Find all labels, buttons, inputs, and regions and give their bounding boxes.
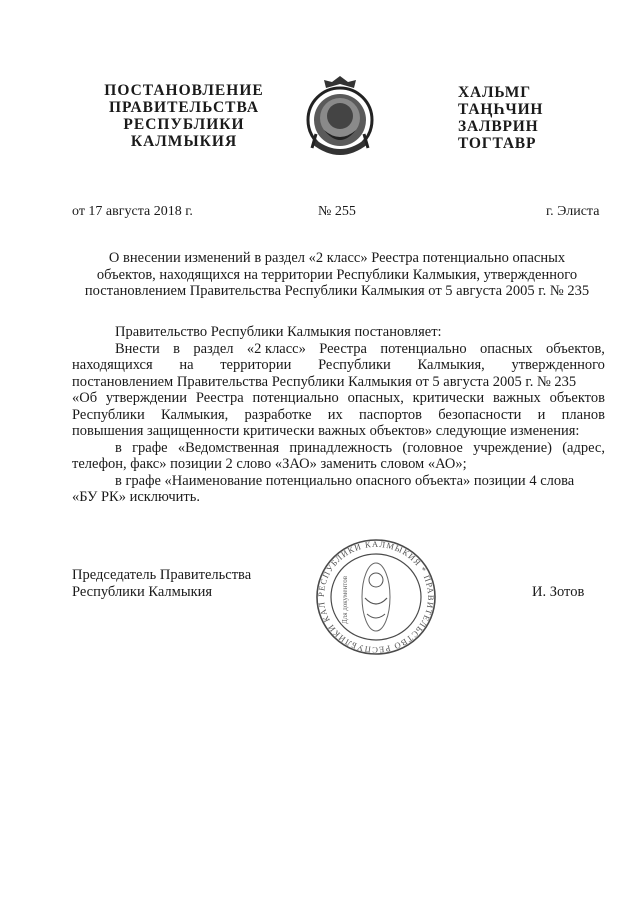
word: Республики [72,406,145,423]
stamp-ring-text: РЕСПУБЛИКИ КАЛМЫКИЯ * ПРАВИТЕЛЬСТВО РЕСПУБЛИКИ КАЛ [315,538,437,656]
document-body [72,324,605,506]
word: раздел [193,340,234,357]
word: важных [492,390,541,406]
word: на [179,357,194,373]
word: Калмыкия, [160,406,229,423]
signatory-position-line: Председатель Правительства [72,567,252,583]
document-city: г. Элиста [546,204,600,219]
header-right-line: ТАҢҺЧИН [458,101,544,118]
word: графе [132,439,168,456]
word: потенциально [380,340,467,357]
header-left-line: ПРАВИТЕЛЬСТВА [108,99,260,116]
word: опасных, [347,390,404,406]
word: Реестра [319,340,367,357]
word: принадлежность [289,439,393,456]
intro-line: Правительство Республики Калмыкия постановляет: [115,324,442,340]
word: опасных [480,340,533,357]
para1-line6: повышения защищенности критически важных объектов» следующие изменения: [72,423,580,439]
word: паспортов [359,406,422,423]
para3-line1: в графе «Наименование потенциально опасного объекта» позиции 4 слова [115,472,575,489]
word: Реестра [195,390,244,406]
document-title [72,250,602,300]
para1-line1 [72,341,605,358]
header-left [95,82,273,150]
stamp-inner-text: Для документов [341,575,349,625]
title-line: постановлением Правительства Республики Калмыкия от 5 августа 2005 г. № 235 [84,283,590,299]
word: «2 класс» [246,340,306,357]
para1-line2 [72,357,605,374]
word: «Ведомственная [177,439,280,456]
document-date: от 17 августа 2018 г. [72,204,193,219]
document-number: № 255 [318,204,356,219]
word: находящихся [72,357,153,373]
word: Калмыкия, [417,357,485,373]
word: и [537,406,546,423]
word: утверждении [105,390,188,406]
para2-line2: телефон, факс» позиции 2 слово «ЗАО» заменить словом «АО»; [72,456,467,472]
header-left-line: КАЛМЫКИЯ [130,133,238,150]
word: потенциально [252,390,339,406]
para1-line5 [72,407,605,424]
header-right [458,84,568,152]
header-right-line: ХАЛЬМГ [458,84,531,101]
title-line: объектов, находящихся на территории Республики Калмыкия, утвержденного [96,266,578,283]
para1-line3: постановлением Правительства Республики Калмыкия от 5 августа 2005 г. № 235 [72,373,577,390]
word: «Об [72,390,98,406]
word: территории [220,357,292,373]
para1-line4 [72,390,605,407]
header-left-line: РЕСПУБЛИКИ [123,116,245,133]
word: критически [412,390,485,406]
header-left-line: ПОСТАНОВЛЕНИЕ [104,82,264,99]
word: (адрес, [562,439,605,456]
para3-line2: «БУ РК» исключить. [72,489,200,505]
signatory-position [72,567,251,600]
svg-text:РЕСПУБЛИКИ КАЛМЫКИЯ * ПРАВИТЕЛ [315,538,436,655]
word: планов [561,406,605,423]
header-right-line: ТОГТАВР [458,135,537,152]
word: (головное [402,439,463,456]
word: учреждение) [473,439,552,456]
word: Внести [115,340,160,357]
word: их [327,406,343,423]
header-right-line: ЗАЛВРИН [458,118,539,135]
word: утвержденного [511,357,605,373]
para2-line1 [72,440,605,457]
title-line: О внесении изменений в раздел «2 класс» Реестра потенциально опасных [108,250,566,266]
word: безопасности [438,406,522,423]
official-stamp [315,538,437,656]
word: Республики [318,357,391,373]
signatory-position-line: Республики Калмыкия [72,583,213,600]
signatory-name: И. Зотов [532,584,585,600]
word: в [115,439,122,456]
word: в [173,340,180,357]
kalmykia-coat-of-arms-icon [302,74,378,166]
word: объектов, [546,340,605,357]
word: объектов [549,390,605,406]
word: разработке [244,406,312,423]
